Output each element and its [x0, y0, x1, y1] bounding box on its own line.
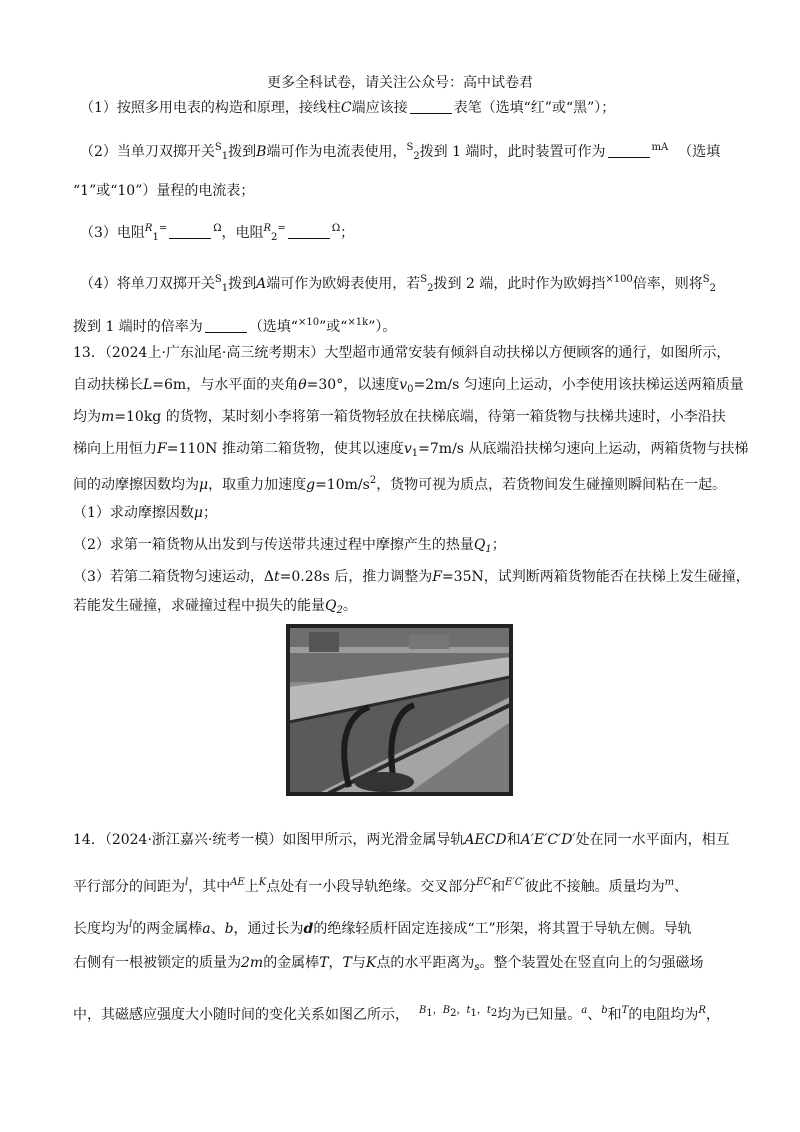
answer-blank — [608, 143, 650, 158]
q13-stem-line3: 均为m=10kg 的货物，某时刻小李将第一箱货物轻放在扶梯底端，待第一箱货物与扶梯共速时，小李沿扶 — [73, 409, 726, 425]
q12-part2: （2）当单刀双掷开关$^S_1$拨到B端可作为电流表使用，$^S_2$拨到 1 端时，此时装置可作为 $^{mA}$ （选填 — [80, 142, 721, 162]
q14-stem-line2: 平行部分的间距为$^l$，其中$^{AE}$上$^K$点处有一小段导轨绝缘。交叉部分$^{EC}$和$^{E'C'}$彼此不接触。质量均为$^m$、 — [73, 877, 689, 895]
r1-symbol: $^R_1$= — [144, 223, 168, 243]
q14-stem-line4: 右侧有一根被锁定的质量为2m的金属棒T，T与K点的水平距离为$_s$。整个装置处在竖直向上的匀强磁场 — [73, 955, 704, 973]
answer-blank — [410, 99, 452, 114]
q14-stem-line3: 长度均为$^l$的两金属棒a、b，通过长为d的绝缘轻质杆固定连接成“工”形架，将其置于导轨左侧。导轨 — [73, 919, 692, 937]
escalator-photo — [286, 624, 513, 796]
switch-s1: $^S_1$ — [214, 274, 229, 294]
b2-symbol: B2 — [442, 1005, 457, 1019]
q13-stem-line5: 间的动摩擦因数均为μ，取重力加速度$g=10m/s^2$，货物可视为质点，若货物间发生碰撞则瞬间粘在一起。 — [73, 475, 727, 493]
q13-sub2: （2）求第一箱货物从出发到与传送带共速过程中摩擦产生的热量$Q_1$； — [73, 537, 506, 555]
q13-sub3-cont: 若能发生碰撞，求碰撞过程中损失的能量$Q_2$。 — [73, 598, 357, 616]
switch-s2: $^S_2$ — [702, 274, 717, 294]
switch-s2: $^S_2$ — [406, 142, 420, 162]
q12-part3: （3）电阻$^R_1$= $^\Omega$，电阻$^R_2$= $^\Omega$； — [80, 223, 355, 243]
switch-s1: $^S_1$ — [214, 142, 229, 162]
q13-stem-line4: 梯向上用恒力F=110N 推动第二箱货物，使其以速度$v_1=7m/s$ 从底端沿扶梯匀速向上运动，两箱货物与扶梯 — [73, 441, 749, 459]
switch-s2: $^S_2$ — [420, 274, 434, 294]
q13-stem-line2: 自动扶梯长L=6m，与水平面的夹角θ=30°，以速度$v_0=2m/s$ 匀速向上运动，小李使用该扶梯运送两箱质量 — [73, 377, 744, 395]
q14-stem-line5: 中，其磁感应强度大小随时间的变化关系如图乙所示， $^{B1,B2,t1,t2}$均为已知量。$^a$、$^b$和$^T$的电阻均为$^R$， — [73, 1005, 720, 1023]
answer-blank — [288, 224, 330, 239]
answer-blank — [205, 318, 247, 333]
escalator-illustration — [289, 627, 510, 793]
q14-stem-line1: 14．（2024·浙江嘉兴·统考一模）如图甲所示，两光滑金属导轨AECD和A′E′C′D′处在同一水平面内，相互 — [73, 832, 730, 848]
q13-sub1: （1）求动摩擦因数μ； — [73, 505, 218, 521]
b1-symbol: B1 — [419, 1005, 433, 1019]
t2-symbol: t2 — [486, 1005, 498, 1019]
r2-symbol: $^R_2$= — [263, 223, 286, 243]
q12-part4-cont: 拨到 1 端时的倍率为 （选填“$^{\times 10}$”或“$^{\times 1k}$”）。 — [73, 317, 397, 335]
page-header: 更多全科试卷，请关注公众号：高中试卷君 — [267, 75, 533, 91]
q13-sub3: （3）若第二箱货物匀速运动，Δt=0.28s 后，推力调整为F=35N，试判断两箱货物能否在扶梯上发生碰撞， — [73, 569, 750, 585]
q12-part1: （1）按照多用电表的构造和原理，接线柱C端应该接 表笔（选填“红”或“黑”）； — [80, 100, 616, 116]
q13-stem-line1: 13．（2024上·广东汕尾·高三统考期末）大型超市通常安装有倾斜自动扶梯以方便顾客的通行，如图所示， — [73, 345, 731, 361]
q12-part2-cont: “1”或“10”）量程的电流表； — [73, 183, 255, 199]
q12-part4: （4）将单刀双掷开关$^S_1$拨到A端可作为欧姆表使用，若$^S_2$拨到 2 端，此时作为欧姆挡$^{\times 100}$倍率，则将$^S_2$ — [80, 274, 717, 294]
t1-symbol: t1 — [466, 1005, 477, 1019]
answer-blank — [169, 224, 211, 239]
